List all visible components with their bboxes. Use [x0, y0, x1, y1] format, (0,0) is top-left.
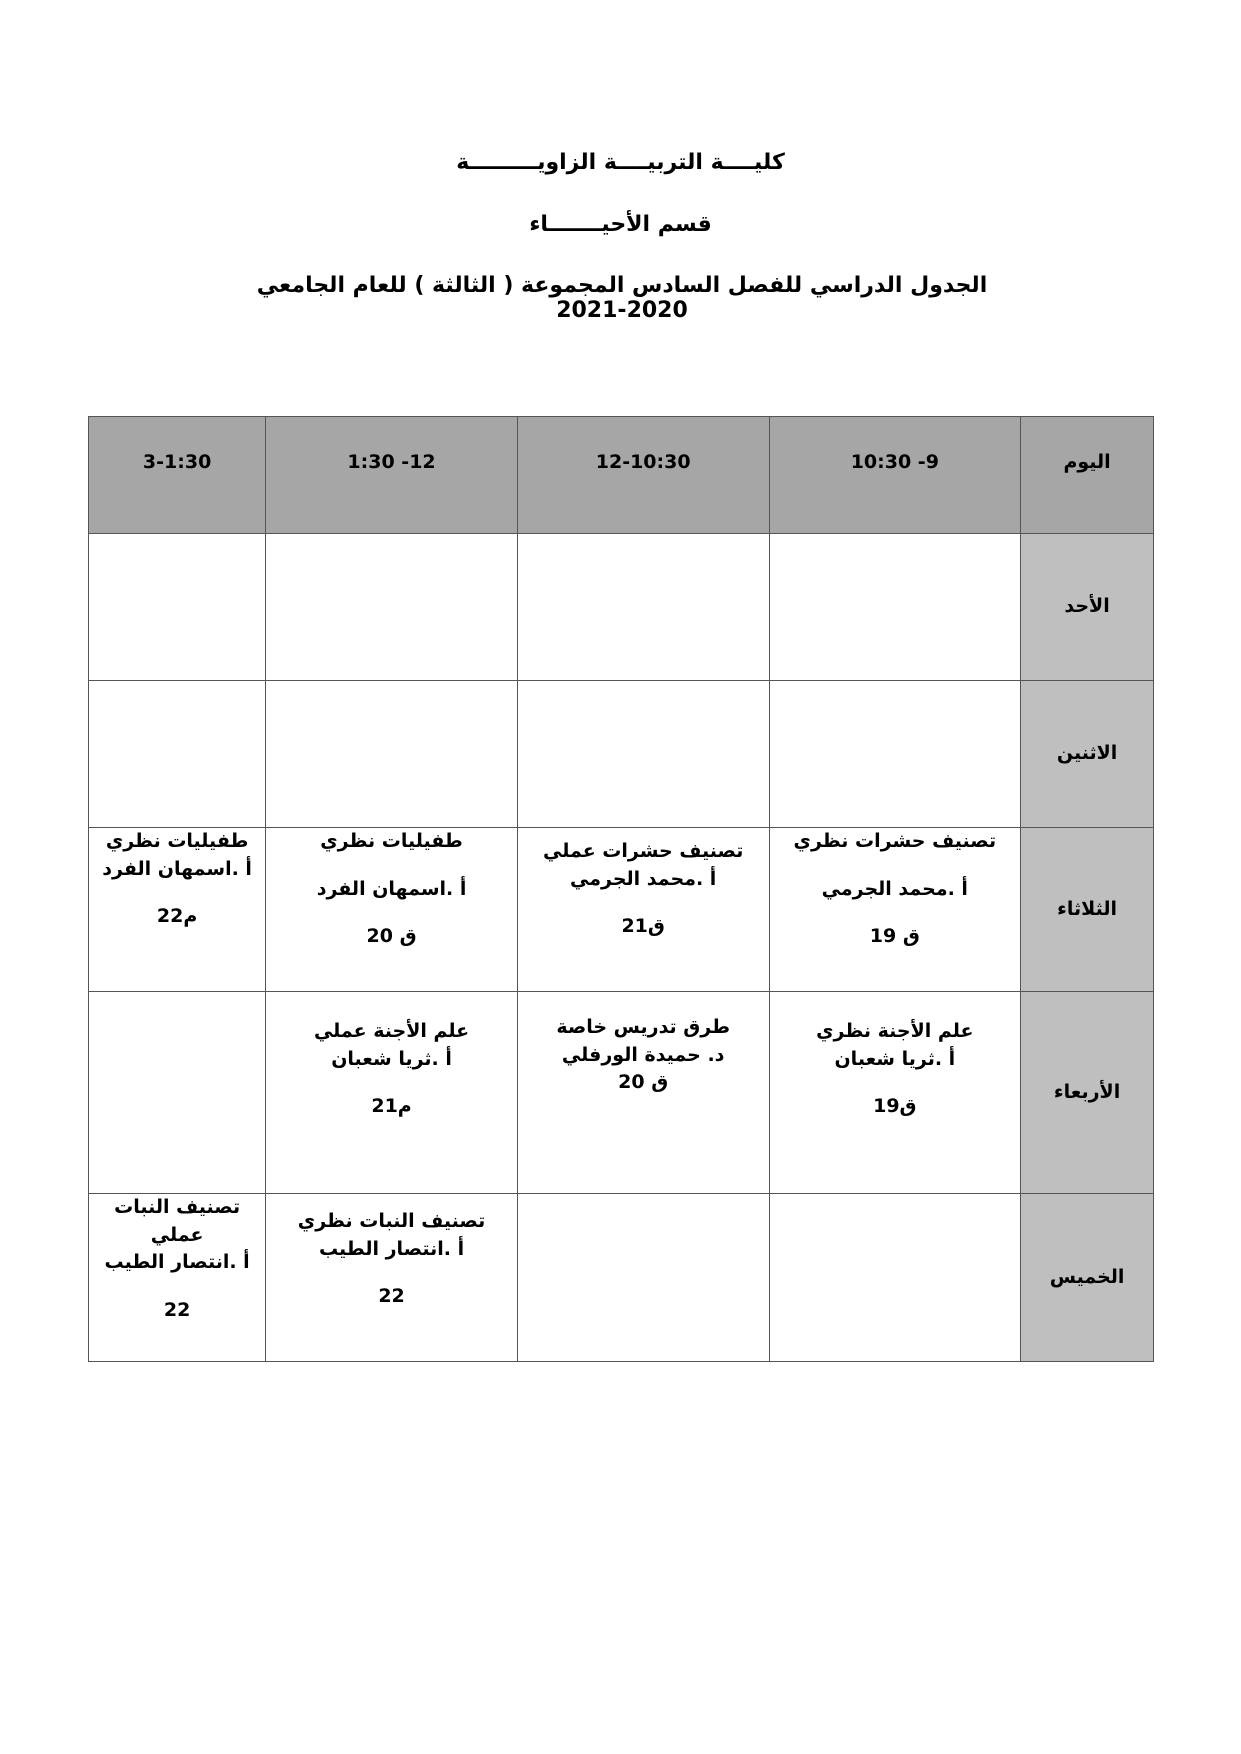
class-cell: [769, 828, 1021, 992]
instructor-name: أ .ثريا شعبان: [834, 1047, 956, 1070]
room-number: ق 19: [869, 925, 920, 948]
course-name: تصنيف النبات نظري: [297, 1210, 486, 1232]
day-tuesday: الثلاثاء: [1021, 828, 1154, 992]
column-header-slot-1: 9- 10:30: [769, 417, 1021, 534]
room-number: 22: [378, 1285, 405, 1308]
course-name: طفيليات نظري: [105, 830, 249, 852]
room-number: ق19: [873, 1095, 917, 1118]
instructor-name: أ .محمد الجرمي: [570, 867, 717, 890]
day-thursday: الخميس: [1021, 1194, 1154, 1362]
instructor-name: د. حميدة الورفلي: [561, 1043, 725, 1066]
cell-empty: [769, 681, 1021, 828]
column-header-slot-2: 12-10:30: [517, 417, 769, 534]
class-cell: [266, 1194, 518, 1362]
cell-empty: [89, 681, 266, 828]
class-cell: [89, 1194, 266, 1362]
class-cell: [89, 828, 266, 992]
room-number: م22: [156, 905, 198, 928]
room-number: 22: [163, 1298, 191, 1321]
class-cell: [266, 828, 518, 992]
course-name: طفيليات نظري: [320, 830, 463, 852]
column-header-day: اليوم: [1021, 417, 1154, 534]
header-row: [89, 417, 1154, 534]
college-name: كليــــة التربيــــة الزاويـــــــــة: [456, 150, 785, 175]
row-tuesday: [89, 828, 1154, 992]
department-name: قسم الأحيـــــــاء: [529, 212, 712, 237]
course-type: عملي: [150, 1223, 204, 1246]
course-name: تصنيف حشرات نظري: [793, 830, 997, 852]
class-cell: [517, 992, 769, 1194]
course-name: طرق تدريس خاصة: [556, 1016, 731, 1038]
class-cell: [517, 828, 769, 992]
instructor-name: أ .انتصار الطيب: [104, 1251, 250, 1274]
cell-empty: [769, 1194, 1021, 1362]
row-sunday: [89, 534, 1154, 681]
cell-empty: [266, 534, 518, 681]
day-sunday: الأحد: [1021, 534, 1154, 681]
row-wednesday: [89, 992, 1154, 1194]
column-header-slot-3: 12- 1:30: [266, 417, 518, 534]
cell-empty: [517, 534, 769, 681]
room-number: ق 20: [366, 925, 417, 948]
cell-empty: [517, 681, 769, 828]
course-name: علم الأجنة نظري: [816, 1020, 974, 1042]
class-cell: [266, 992, 518, 1194]
day-monday: الاثنين: [1021, 681, 1154, 828]
room-number: ق21: [621, 915, 665, 938]
room-number: ق 20: [618, 1071, 669, 1094]
row-thursday: [89, 1194, 1154, 1362]
instructor-name: أ .محمد الجرمي: [821, 877, 968, 900]
instructor-name: أ .اسمهان الفرد: [102, 857, 252, 880]
instructor-name: أ .اسمهان الفرد: [316, 877, 467, 900]
cell-empty: [89, 992, 266, 1194]
cell-empty: [517, 1194, 769, 1362]
course-name: تصنيف النبات: [114, 1196, 241, 1218]
row-monday: [89, 681, 1154, 828]
instructor-name: أ .ثريا شعبان: [331, 1047, 452, 1070]
cell-empty: [266, 681, 518, 828]
course-name: علم الأجنة عملي: [313, 1020, 470, 1042]
schedule-table: [88, 416, 1154, 1362]
schedule-title: الجدول الدراسي للفصل السادس المجموعة ( الثالثة ) للعام الجامعي 2020-2021: [256, 273, 988, 323]
cell-empty: [769, 534, 1021, 681]
column-header-slot-4: 3-1:30: [89, 417, 266, 534]
class-cell: [769, 992, 1021, 1194]
instructor-name: أ .انتصار الطيب: [318, 1237, 465, 1260]
course-name: تصنيف حشرات عملي: [542, 840, 744, 862]
cell-empty: [89, 534, 266, 681]
room-number: م21: [371, 1095, 412, 1118]
day-wednesday: الأربعاء: [1021, 992, 1154, 1194]
